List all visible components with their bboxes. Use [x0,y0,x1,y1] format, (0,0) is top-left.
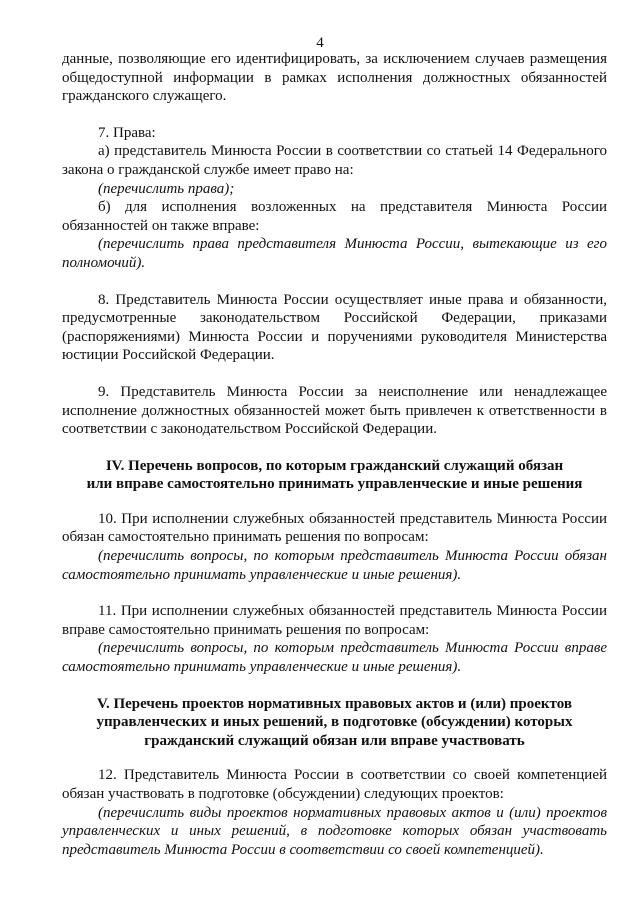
section-12: 12. Представитель Минюста России в соответствии со своей компетенцией обязан участвовать в подготовке (обсуждении) следующих проектов: [62,767,607,802]
section-7a-note: (перечислить права); [98,180,235,197]
section-7-title: 7. Права: [98,124,156,141]
section-10: 10. При исполнении служебных обязанностей представитель Минюста России обязан самостоятельно принимать решения по вопросам: [62,510,607,546]
section-8: 8. Представитель Минюста России осуществляет иные права и обязанности, предусмотренные законодательством Российской Федерации, приказами (распоряжениями) Минюста России и поручениями руководителя Министерства юстиции Российской Федерации. [62,291,607,364]
section-7b: б) для исполнения возложенных на представителя Минюста России обязанностей он также вправе: [62,199,607,234]
section-v-heading-line-2: управленческих и иных решений, в подготовке (обсуждении) которых [96,714,573,731]
section-iv-heading-line-2: или вправе самостоятельно принимать управленческие и иные решения [86,476,583,493]
section-v-heading-line-3: гражданский служащий обязан или вправе участвовать [144,732,525,749]
page-number: 4 [316,35,324,51]
section-7b-note: (перечислить права представителя Минюста России, вытекающие из его полномочий). [62,236,607,271]
section-v-heading-line-1: V. Перечень проектов нормативных правовых актов и (или) проектов [97,695,572,712]
section-11-note: (перечислить вопросы, по которым представитель Минюста России вправе самостоятельно принимать управленческие и иные решения). [62,640,607,676]
section-7a: а) представитель Минюста России в соответствии со статьей 14 Федерального закона о гражданской службе имеет право на: [62,143,607,178]
section-v-heading [62,695,607,751]
section-12-note: (перечислить виды проектов нормативных правовых актов и (или) проектов управленческих и иных решений, в подготовке которых обязан участвовать представитель Минюста России в соответствии со своей компетенцией). [62,804,607,858]
section-11: 11. При исполнении служебных обязанностей представитель Минюста России вправе самостоятельно принимать решения по вопросам: [62,603,607,638]
intro-paragraph: данные, позволяющие его идентифицировать, за исключением случаев размещения общедоступной информации в рамках исполнения должностных обязанностей гражданского служащего. [62,51,607,105]
section-iv-heading-line-1: IV. Перечень вопросов, по которым гражданский служащий обязан [105,457,564,474]
page-content [62,50,607,859]
section-iv-heading [62,457,607,494]
section-9: 9. Представитель Минюста России за неисполнение или ненадлежащее исполнение должностных обязанностей может быть привлечен к ответственности в соответствии с законодательством Российской Федерации. [62,383,607,438]
section-10-note: (перечислить вопросы, по которым представитель Минюста России обязан самостоятельно принимать управленческие и иные решения). [62,548,607,583]
